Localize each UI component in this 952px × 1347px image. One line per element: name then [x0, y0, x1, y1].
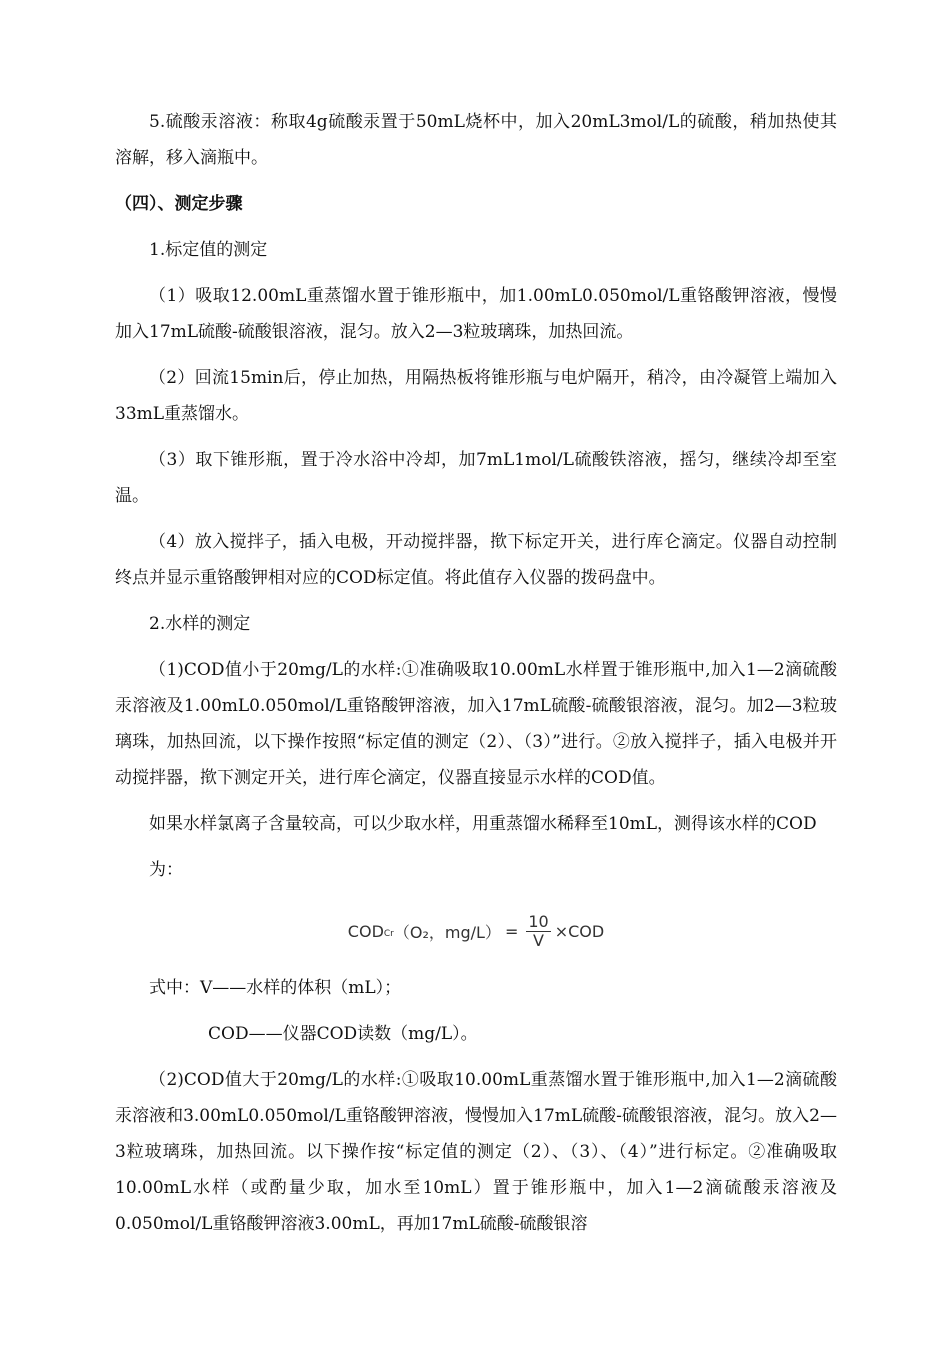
formula-fraction — [526, 913, 550, 950]
subheading-sample: 2.水样的测定 — [149, 614, 251, 634]
step-calibration-1: （1）吸取12.00mL重蒸馏水置于锥形瓶中，加1.00mL0.050mol/L重铬酸钾溶液，慢慢加入17mL硫酸-硫酸银溶液，混匀。放入2—3粒玻璃珠，加热回流。 — [115, 286, 837, 342]
formula-denominator: V — [533, 930, 544, 950]
formula-lhs: COD — [347, 921, 384, 941]
formula-equals: = — [504, 921, 519, 941]
step-calibration-3: （3）取下锥形瓶，置于冷水浴中冷却，加7mL1mol/L硫酸铁溶液，摇匀，继续冷却至室温。 — [115, 450, 837, 506]
step-calibration-4: （4）放入搅拌子，插入电极，开动搅拌器，揿下标定开关，进行库仑滴定。仪器自动控制终点并显示重铬酸钾相对应的COD标定值。将此值存入仪器的拨码盘中。 — [115, 532, 837, 588]
formula-units: （O₂，mg/L） — [393, 922, 501, 942]
section-heading: （四）、测定步骤 — [115, 194, 243, 214]
cod-formula — [115, 898, 837, 964]
paragraph-sulfate-mercury: 5.硫酸汞溶液：称取4g硫酸汞置于50mL烧杯中，加入20mL3mol/L的硫酸，稍加热使其溶解，移入滴瓶中。 — [115, 112, 837, 168]
step-sample-2: （2)COD值大于20mg/L的水样:①吸取10.00mL重蒸馏水置于锥形瓶中,加入1—2滴硫酸汞溶液和3.00mL0.050mol/L重铬酸钾溶液，慢慢加入17mL硫酸-硫酸银溶液，混匀。放入2—3粒玻璃珠，加热回流。以下操作按“标定值的测定（2）、（3）、（4）”进行标定。②准确吸取10.00mL水样（或酌量少取，加水至10mL）置于锥形瓶中，加入1—2滴硫酸汞溶液及0.050mol/L重铬酸钾溶液3.00mL，再加17mL硫酸-硫酸银溶 — [115, 1070, 837, 1234]
step-calibration-2: （2）回流15min后，停止加热，用隔热板将锥形瓶与电炉隔开，稍冷，由冷凝管上端加入33mL重蒸馏水。 — [115, 368, 837, 424]
formula-lhs-subscript: Cr — [383, 929, 394, 939]
formula-rhs: COD — [568, 921, 605, 941]
where-cod: COD——仪器COD读数（mg/L）。 — [208, 1024, 478, 1044]
formula-expression — [348, 913, 604, 950]
step-sample-1: （1)COD值小于20mg/L的水样:①准确吸取10.00mL水样置于锥形瓶中,加入1—2滴硫酸汞溶液及1.00mL0.050mol/L重铬酸钾溶液，加入17mL硫酸-硫酸银溶液，混匀。加2—3粒玻璃珠，加热回流，以下操作按照“标定值的测定（2）、（3）”进行。②放入搅拌子，插入电极并开动搅拌器，揿下测定开关，进行库仑滴定，仪器直接显示水样的COD值。 — [115, 660, 837, 788]
paragraph-wei: 为： — [149, 860, 183, 880]
subheading-calibration: 1.标定值的测定 — [149, 240, 268, 260]
formula-times: × — [554, 921, 569, 941]
document-body — [115, 104, 837, 1252]
formula-numerator: 10 — [528, 911, 549, 931]
paragraph-chloride-note: 如果水样氯离子含量较高，可以少取水样，用重蒸馏水稀释至10mL，测得该水样的COD — [149, 814, 817, 834]
where-v: 式中：V——水样的体积（mL）； — [149, 978, 402, 998]
